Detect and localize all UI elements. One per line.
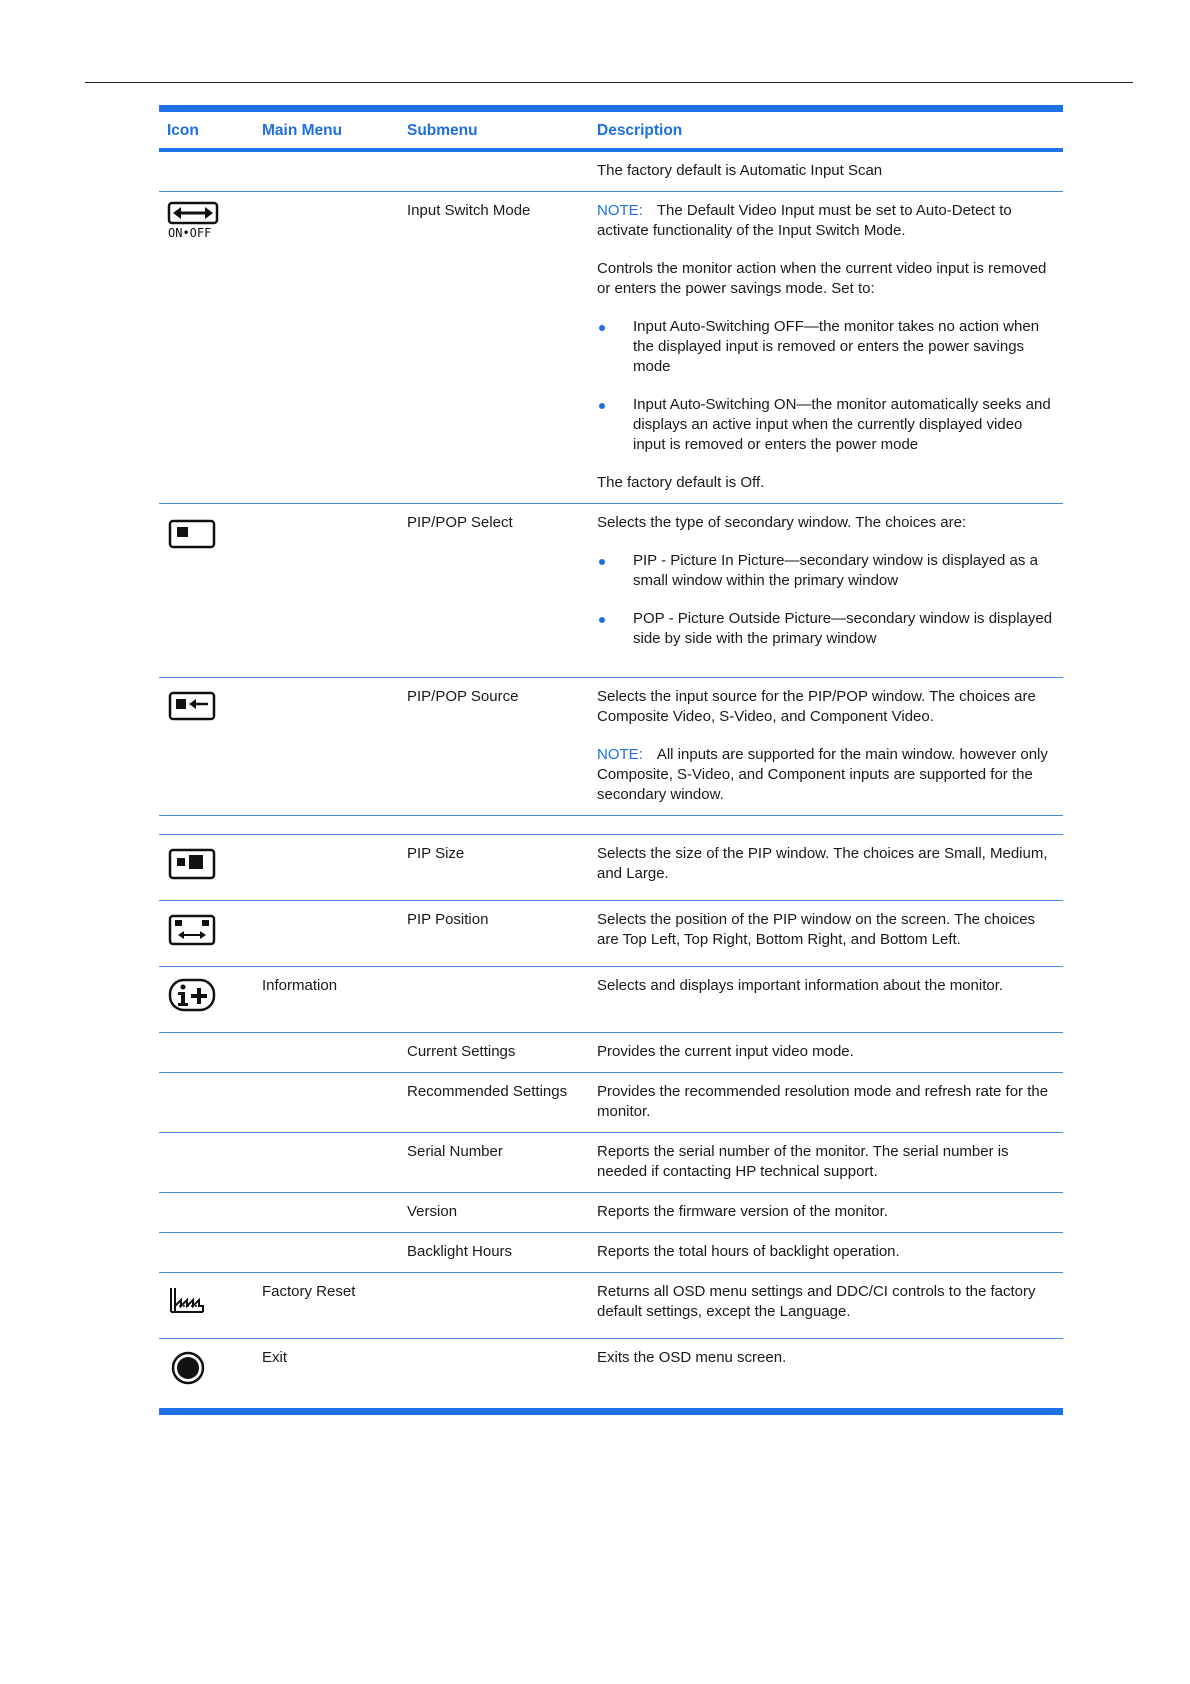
table-row <box>159 1273 1063 1339</box>
description-text: Selects the position of the PIP window on the screen. The choices are Top Left, Top Right, Bottom Right, and Bottom Left. <box>597 911 1036 948</box>
pip-source-icon <box>167 687 223 727</box>
table-row <box>159 150 1063 192</box>
description-text: Provides the recommended resolution mode and refresh rate for the monitor. <box>597 1083 1049 1120</box>
factory-reset-icon <box>167 1282 223 1322</box>
default-input-text: The factory default is Automatic Input Scan <box>597 162 883 179</box>
description-text: Provides the current input video mode. <box>597 1043 854 1060</box>
list-item: POP - Picture Outside Picture—secondary window is displayed side by side with the primary window <box>597 609 1055 649</box>
description-text: Selects and displays important information about the monitor. <box>597 977 1004 994</box>
pip-select-icon <box>167 513 223 553</box>
pip-position-icon <box>167 910 223 950</box>
submenu-input-switch-mode: Input Switch Mode <box>407 202 531 219</box>
submenu-recommended-settings: Recommended Settings <box>407 1083 568 1100</box>
table-row <box>159 504 1063 678</box>
note-label: NOTE: <box>597 746 643 763</box>
header-description: Description <box>597 122 683 139</box>
submenu-pip-size: PIP Size <box>407 845 465 862</box>
table-row <box>159 1233 1063 1273</box>
exit-icon <box>167 1348 223 1388</box>
main-menu-exit: Exit <box>262 1349 288 1366</box>
osd-menu-table <box>159 105 1063 1415</box>
main-menu-factory-reset: Factory Reset <box>262 1283 356 1300</box>
note-text: The Default Video Input must be set to Auto-Detect to activate functionality of the Input Switch Mode. <box>597 202 1012 239</box>
on-off-label: ON•OFF <box>168 226 212 240</box>
note-text: All inputs are supported for the main window. however only Composite, S-Video, and Component inputs are supported for the secondary window. <box>597 746 1048 803</box>
table-row <box>159 1193 1063 1233</box>
list-item: PIP - Picture In Picture—secondary window is displayed as a small window within the primary window <box>597 551 1055 591</box>
description-text: Exits the OSD menu screen. <box>597 1349 787 1366</box>
table-header-row <box>159 109 1063 151</box>
description-text: The factory default is Off. <box>597 474 765 491</box>
submenu-pip-pop-source: PIP/POP Source <box>407 688 519 705</box>
submenu-pip-pop-select: PIP/POP Select <box>407 514 513 531</box>
header-submenu: Submenu <box>407 122 478 139</box>
description-text: Selects the input source for the PIP/POP window. The choices are Composite Video, S-Video, and Component Video. <box>597 688 1036 725</box>
description-text: Reports the firmware version of the monitor. <box>597 1203 888 1220</box>
list-item: Input Auto-Switching OFF—the monitor takes no action when the displayed input is removed or enters the power savings mode <box>597 317 1055 377</box>
main-menu-information: Information <box>262 977 338 994</box>
list-item: Input Auto-Switching ON—the monitor automatically seeks and displays an active input when the currently displayed video input is removed or enters the power mode <box>597 395 1055 455</box>
table-row <box>159 1073 1063 1133</box>
description-text: Reports the serial number of the monitor. The serial number is needed if contacting HP technical support. <box>597 1143 1009 1180</box>
description-text: Returns all OSD menu settings and DDC/CI controls to the factory default settings, except the Language. <box>597 1283 1036 1320</box>
submenu-version: Version <box>407 1203 458 1220</box>
submenu-pip-position: PIP Position <box>407 911 489 928</box>
table-row <box>159 678 1063 816</box>
description-text: Controls the monitor action when the current video input is removed or enters the power savings mode. Set to: <box>597 260 1047 297</box>
table-row <box>159 192 1063 504</box>
page-top-rule <box>85 82 1133 83</box>
information-icon <box>167 976 223 1016</box>
table-row <box>159 835 1063 901</box>
description-text: Selects the size of the PIP window. The choices are Small, Medium, and Large. <box>597 845 1048 882</box>
header-icon: Icon <box>167 122 199 139</box>
submenu-current-settings: Current Settings <box>407 1043 516 1060</box>
table-row-spacer <box>159 816 1063 835</box>
table-row <box>159 1033 1063 1073</box>
pip-size-icon <box>167 844 223 884</box>
input-switch-on-off-icon <box>167 201 223 241</box>
submenu-serial-number: Serial Number <box>407 1143 503 1160</box>
table-row <box>159 967 1063 1033</box>
note-label: NOTE: <box>597 202 643 219</box>
description-text: Reports the total hours of backlight operation. <box>597 1243 900 1260</box>
table-row <box>159 1133 1063 1193</box>
table-row <box>159 1339 1063 1412</box>
submenu-backlight-hours: Backlight Hours <box>407 1243 513 1260</box>
table-row <box>159 901 1063 967</box>
description-text: Selects the type of secondary window. The choices are: <box>597 514 967 531</box>
header-main-menu: Main Menu <box>262 122 343 139</box>
